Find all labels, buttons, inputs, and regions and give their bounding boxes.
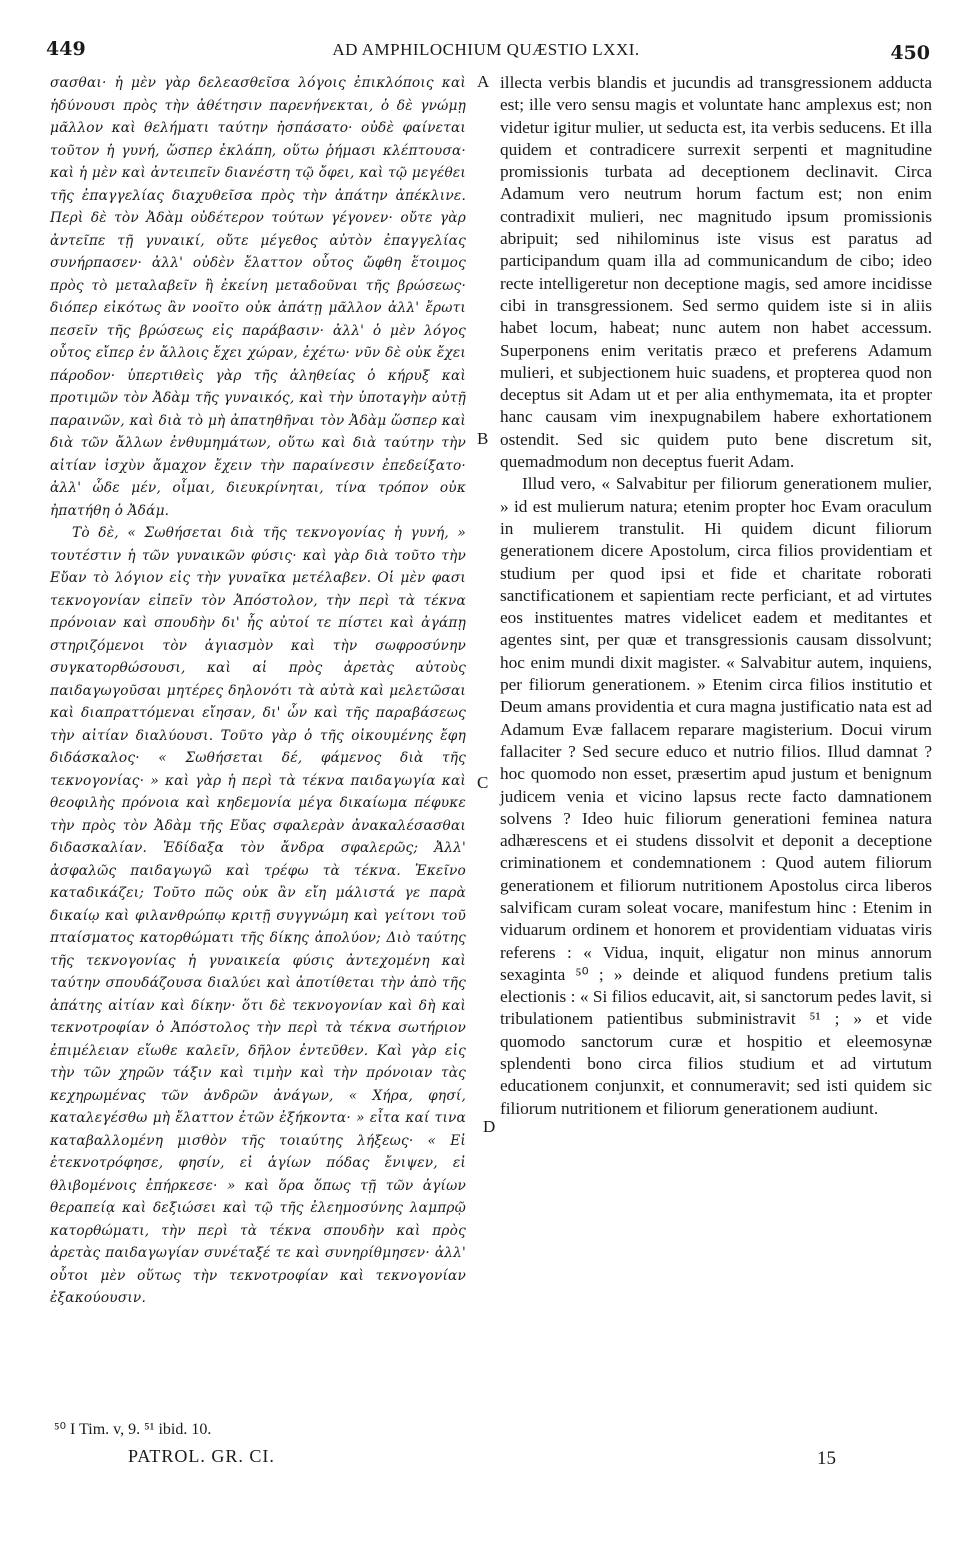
footnotes: ⁵⁰ I Tim. v, 9. ⁵¹ ibid. 10.	[54, 1421, 212, 1438]
sheet-number: 15	[817, 1448, 836, 1469]
page-number-right: 450	[890, 42, 930, 64]
signature-line: PATROL. GR. CI.	[128, 1446, 275, 1466]
margin-marker-a: A	[477, 72, 490, 91]
latin-paragraph: Illud vero, « Salvabitur per filiorum generationem mulier, » id est mulierum natura; etenim propter hoc Evam oraculum in mulierem transtulit. Hi quidem dicunt filiorum generationem dicere Apostolum, circa filios providentiam et studium per quod ipsi et fide et charitate roborati sanctificationem et sapientiam recte perficiant, et ad virtutes eos instituentes matres videlicet eadem et meditantes et agentes sint, per quæ et transgressionis causam dissolvunt; hoc enim mundi dixit magister. « Salvabitur autem, inquiens, per filiorum generationem. » Etenim circa filios institutio et Deum amans providentia et cura magna justificatio nata est ad Adamum Evæ fallacem reparare magisterium. Docui virum fallaciter ? Sed secure educo et nutrio filios. Illud damnat ? hoc quomodo non esset, præsertim apud justum et benignum judicem venia et vicino lapsus recte facto damnationem solvens ? Ideo huic filiorum generationi feminea natura adhærescens et ei studens dissolvit et deponit a deceptione criminationem et condemnationem : Quod autem filiorum generationem et filiorum nutritionem Apostolus circa liberos salvificam curam soleat vocare, manifestum hinc : Etenim in viduarum ordinem et honorem et providentiam viduatas viris referens : « Vidua, inquit, eligatur non minus annorum sexaginta ⁵⁰ ; » deinde et aliquod fundens pretium talis electionis : « Si filios educavit, ait, si sanctorum pedes lavit, si tribulationem patientibus subministravit ⁵¹ ; » et vide quomodo sanctorum curæ et hospitio et eleemosynæ splendenti bono circa filios studium et ad virtutum educationem conjunxit, et connumeravit; sed isti quidem sic filiorum nutritionem et filiorum generationem audiunt.	[500, 474, 932, 1118]
running-title: AD AMPHILOCHIUM QUÆSTIO LXXI.	[332, 40, 640, 59]
page-header	[0, 38, 972, 66]
greek-paragraph: σασθαι· ἡ μὲν γὰρ δελεασθεῖσα λόγοις ἐπικλόποις καὶ ἡδύνουσι πρὸς τὴν ἀθέτησιν παρενήνεκται, ὁ δὲ γνώμῃ μᾶλλον καὶ θελήματι ταύτην ἠσπάσατο· οὐδὲ φαίνεται τοῦτον ἡ γυνή, ὥσπερ ἐκλάπη, οὕτω ῥήμασι κλέπτουσα· καὶ ἡ μὲν καὶ ἀντειπεῖν διανέστη τῷ ὄφει, καὶ τῷ μεγέθει τῆς ἐπαγγελίας διαχυθεῖσα πρὸς τὴν ἀπάτην ἀπέκλινε. Περὶ δὲ τὸν Ἀδὰμ οὐδέτερον τούτων γέγονεν· οὔτε γὰρ ἀντεῖπε τῇ γυναικί, οὔτε μέγεθος αὐτὸν ἐπαγγελίας συνήρπασεν· ἀλλ' οὐδὲν ἔλαττον οὗτος ὤφθη ἕτοιμος πρὸς τὸ μεταλαβεῖν ἢ ἐκείνη μεταδοῦναι τῆς βρώσεως· διόπερ εἰκότως ἂν νοοῖτο οὐκ ἀπάτῃ μᾶλλον ἀλλ' ἔρωτι πεσεῖν τῆς βρώσεως εἰς παράβασιν· ἀλλ' ὁ μὲν λόγος οὗτος εἴπερ ἐν ἄλλοις ἔχει χώραν, ἐχέτω· νῦν δὲ οὐκ ἔχει πάροδον· ὑπερτιθεὶς γὰρ τῆς ἀληθείας ὁ κήρυξ καὶ προτιμῶν τὸν Ἀδὰμ τῆς γυναικός, καὶ τὴν ὑποταγὴν αὐτῇ παραινῶν, καὶ διὰ τὸ μὴ ἀπατηθῆναι τὸν Ἀδὰμ ὥσπερ καὶ διὰ τῶν ἄλλων ἐνθυμημάτων, οὕτω καὶ διὰ ταύτην τὴν αἰτίαν ἰσχὺν ἄμαχον ἔχειν τὴν παραίνεσιν ἐπεδείξατο· ἀλλ' ὧδε μέν, οἶμαι, διευκρίνηται, τίνα τρόπον οὐκ ἠπατήθη ὁ Ἀδάμ.	[50, 75, 466, 519]
latin-paragraph: illecta verbis blandis et jucundis ad transgressionem adducta est; ille vero sensu magis et voluntate hanc amplexus est; non videtur igitur mulier, ut seducta est, ita verbis seducens. Et illa quidem et contradicere surrexit serpenti et magnitudine promissionis turbata ad deceptionem declinavit. Circa Adamum vero neutrum horum factum est; non enim contradixit mulieri, nec magnitudo ipsum promissionis abripuit; sed nihilominus iste visus est paratus ad participandum quam illa ad communicandum de cibo; ideo recte intelligeretur non deceptione magis, sed amore incidisse cibi in transgressionem. Sed sermo quidem iste si in aliis habet locum, habeat; nunc autem non habet accessum. Superponens enim veritatis præco et preferens Adamum mulieri, et subjectionem huic suadens, et propterea quod non deceptus sit Adam ut et per alia enthymemata, ita et propter hanc causam vim inexpugnabilem habere exhortationem ostendit. Sed sic quidem puto bene discretum sit, quemadmodum non deceptus fuerit Adam.	[500, 73, 932, 472]
margin-marker-d: D	[483, 1117, 496, 1136]
greek-column	[50, 72, 466, 1310]
page-number-left: 449	[46, 38, 86, 60]
margin-marker-b: B	[477, 429, 489, 448]
margin-marker-c: C	[477, 773, 489, 792]
latin-column	[500, 72, 932, 1120]
greek-paragraph: Τὸ δὲ, « Σωθήσεται διὰ τῆς τεκνογονίας ἡ γυνή, » τουτέστιν ἡ τῶν γυναικῶν φύσις· καὶ γὰρ διὰ τοῦτο τὴν Εὔαν τὸ λόγιον εἰς τὴν γυναῖκα μετέλαβεν. Οἱ μὲν φασι τεκνογονίαν εἰπεῖν τὸν Ἀπόστολον, τὴν περὶ τὰ τέκνα πρόνοιαν καὶ σπουδὴν δι' ἧς αὐτοί τε πίστει καὶ ἀγάπῃ στηριζόμενοι τὸν ἁγιασμὸν καὶ τὴν σωφροσύνην συγκατορθώσουσι, καὶ αἱ πρὸς ἀρετὰς αὐτοὺς παιδαγωγοῦσαι μητέρες δηλονότι τὰ αὐτὰ καὶ μελετῶσαι καὶ διαπραττόμεναι εἴησαν, δι' ὧν καὶ τῆς παραβάσεως τὴν αἰτίαν διαλύουσι. Τοῦτο γὰρ ὁ τῆς οἰκουμένης ἔφη διδάσκαλος· « Σωθήσεται δέ, φάμενος διὰ τῆς τεκνογονίας· » καὶ γὰρ ἡ περὶ τὰ τέκνα παιδαγωγία καὶ θεοφιλὴς πρόνοια καὶ κηδεμονία μέγα δικαίωμα πέφυκε τὴν πρὸς τὸν Ἀδὰμ τῆς Εὔας σφαλερὰν ἀνακαλέσασθαι διδασκαλίαν. Ἐδίδαξα τὸν ἄνδρα σφαλερῶς; Ἀλλ' ἀσφαλῶς παιδαγωγῶ καὶ τρέφω τὰ τέκνα. Ἐκεῖνο καταδικάζει; Τοῦτο πῶς οὐκ ἂν εἴη μάλιστά γε παρὰ δικαίῳ καὶ φιλανθρώπῳ κριτῇ συγγνώμη καὶ γείτονι τοῦ πταίσματος κατορθώματι τῆς δίκης ἀπολύον; Διὸ ταύτης τῆς τεκνογονίας ἡ γυναικεία φύσις ἀντεχομένη καὶ ταύτην σπουδάζουσα διαλύει καὶ ἀποτίθεται τὴν ἀπὸ τῆς ἀπάτης αἰτίαν καὶ δίκην· ὅτι δὲ τεκνογονίαν καὶ δὴ καὶ τεκνοτροφίαν ὁ Ἀπόστολος τὴν περὶ τὰ τέκνα σωτήριον ἐπιμέλειαν εἴωθε καλεῖν, δῆλον ἐντεῦθεν. Καὶ γὰρ εἰς τὴν τῶν χηρῶν τάξιν καὶ τιμὴν καὶ τὴν πρόνοιαν τὰς κεχηρωμένας τῶν ἀνδρῶν ἀνάγων, « Χήρα, φησί, καταλεγέσθω μὴ ἔλαττον ἐτῶν ἑξήκοντα· » εἶτα καί τινα καταβαλλομένη μισθὸν τῆς τοιαύτης λήξεως· « Εἰ ἐτεκνοτρόφησε, φησίν, εἰ ἁγίων πόδας ἔνιψεν, εἰ θλιβομένοις ἐπήρκεσε· » καὶ ὅρα ὅπως τῇ τῶν ἁγίων θεραπείᾳ καὶ δεξιώσει καὶ τῷ τῆς ἐλεημοσύνης λαμπρῷ κατορθώματι, τὴν περὶ τὰ τέκνα σπουδὴν καὶ πρὸς ἀρετὰς παιδαγωγίαν συνέταξέ τε καὶ συνηρίθμησεν· ἀλλ' οὗτοι μὲν οὕτως τὴν τεκνοτροφίαν καὶ τεκνογονίαν ἐξακούουσιν.	[50, 525, 466, 1306]
